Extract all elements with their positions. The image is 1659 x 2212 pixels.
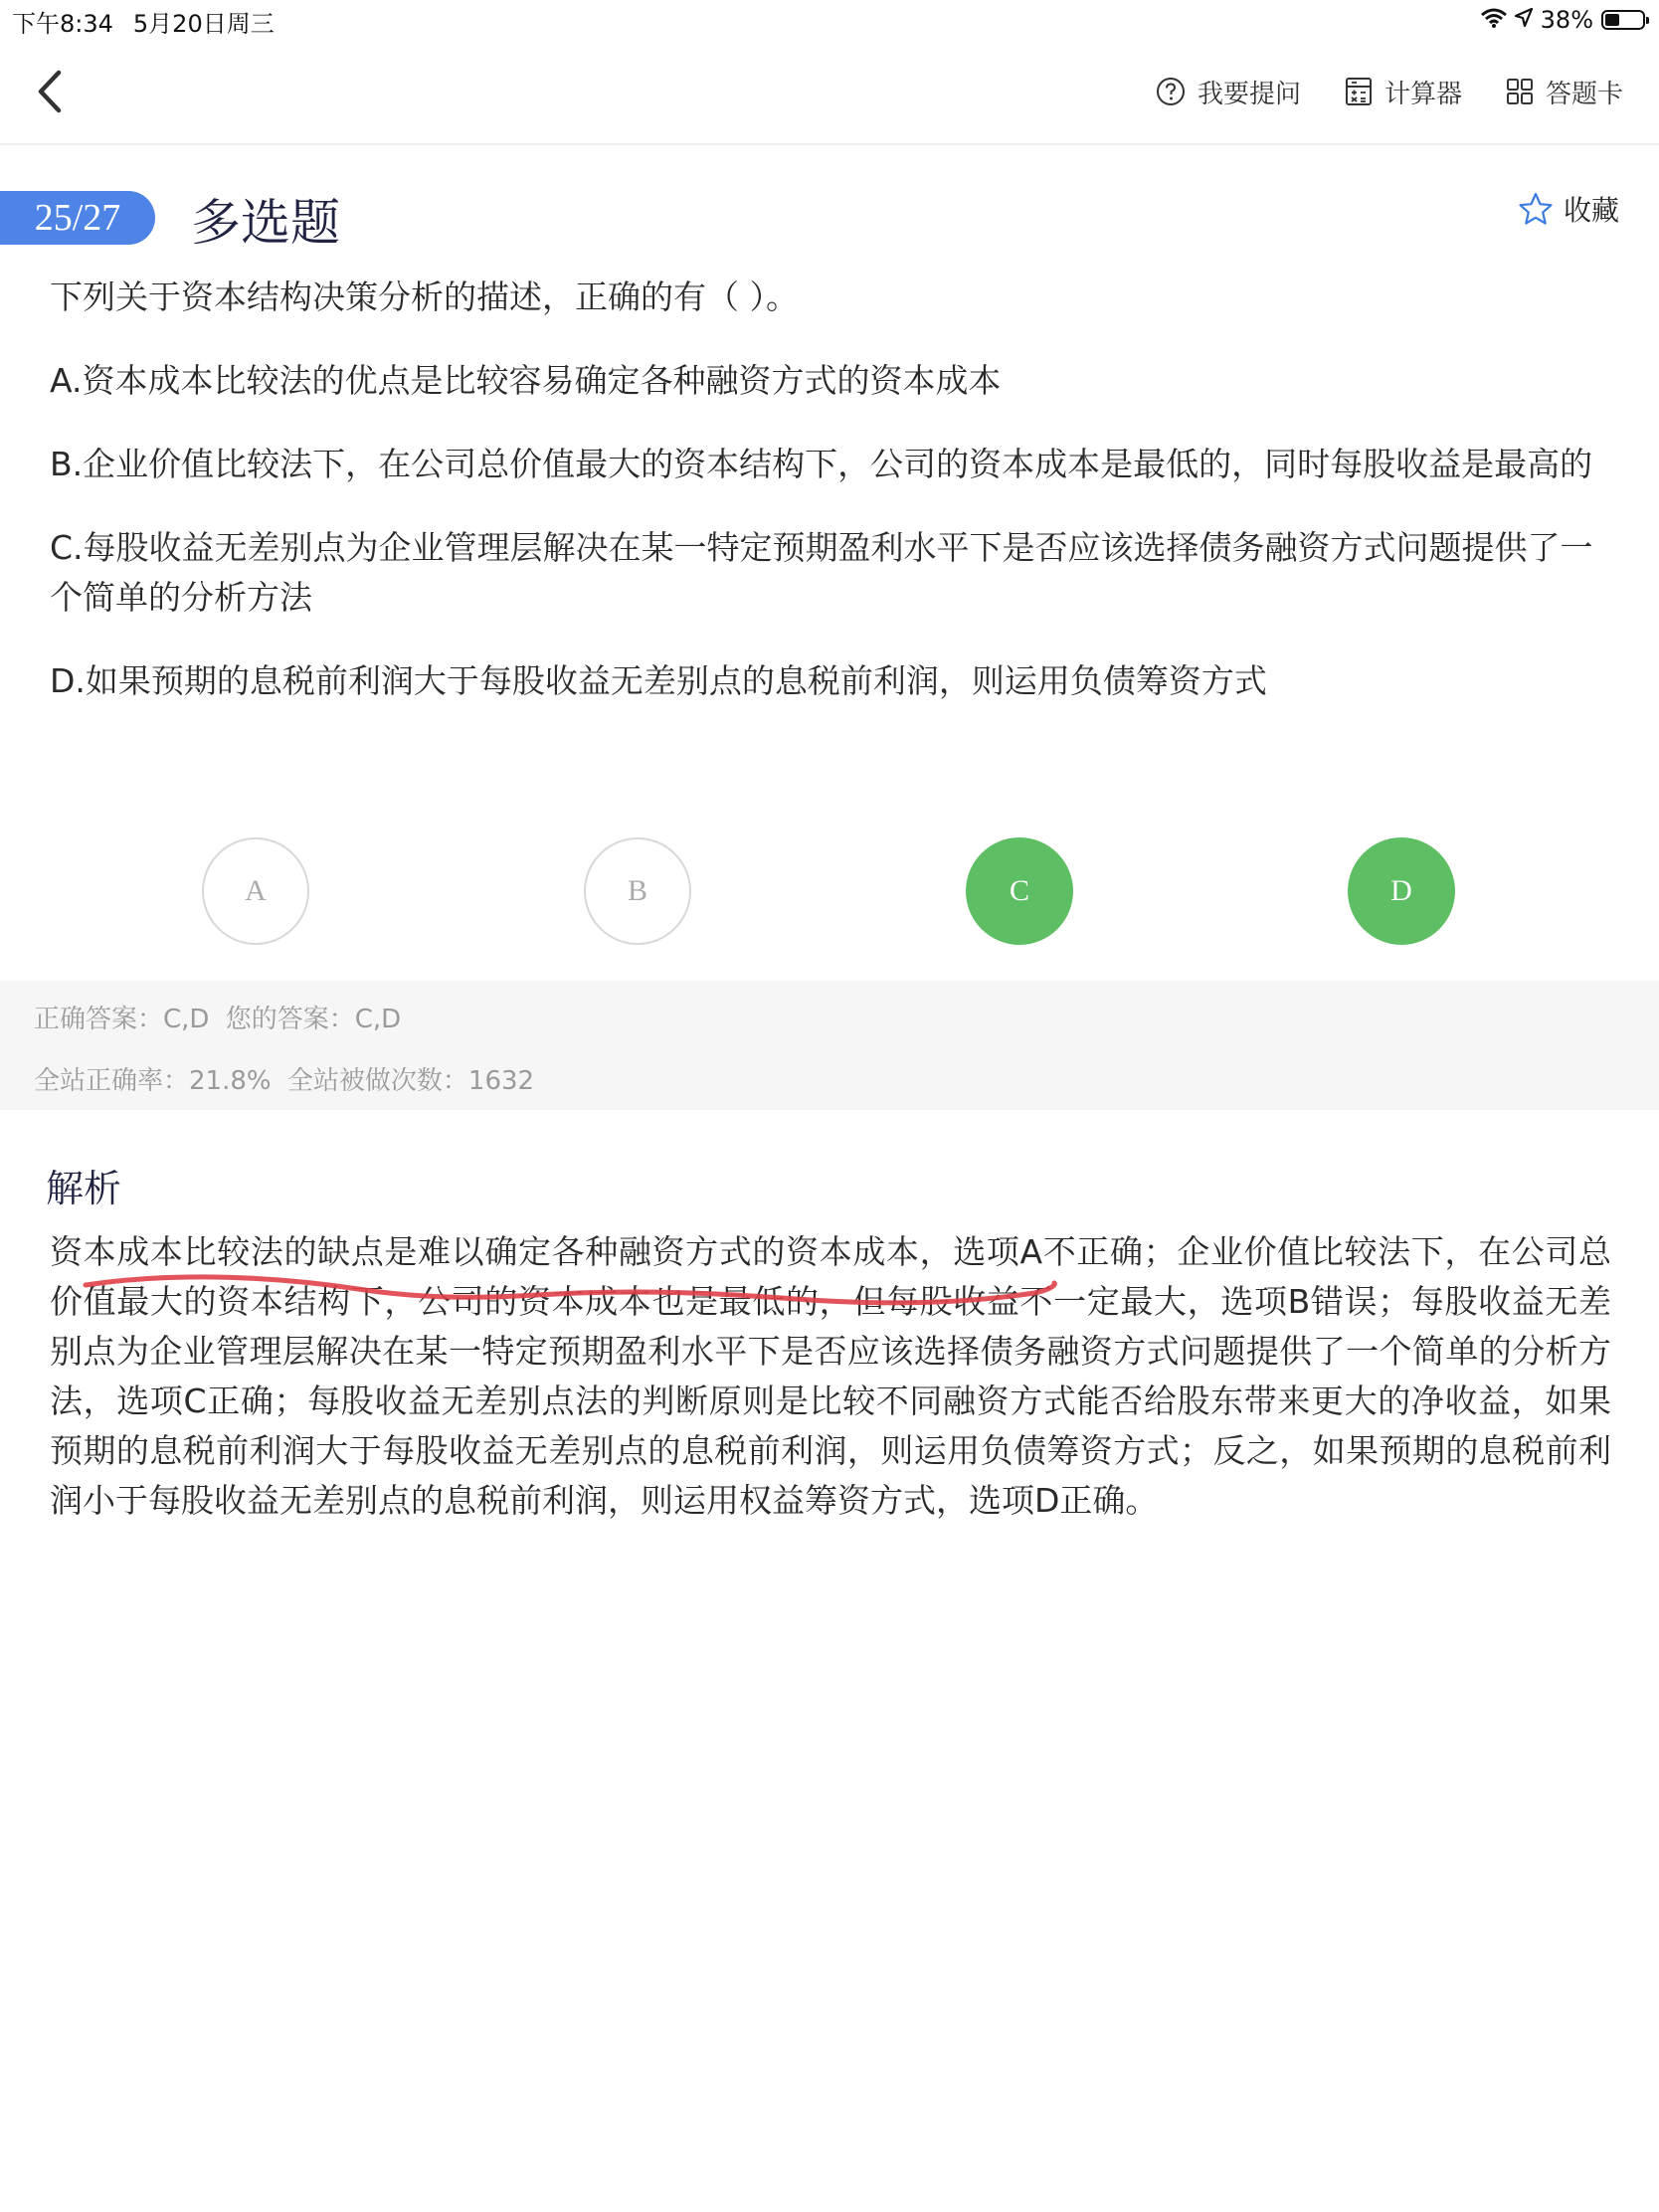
status-date: 5月20日周三 — [132, 10, 275, 38]
answer-result-line — [34, 999, 401, 1035]
accuracy-value: 21.8% — [189, 1066, 272, 1096]
choice-a-button[interactable]: A — [202, 837, 309, 945]
ask-question-button[interactable] — [1156, 74, 1301, 110]
attempts-value: 1632 — [467, 1066, 535, 1096]
option-d-text: D.如果预期的息税前利润大于每股收益无差别点的息税前利润，则运用负债筹资方式 — [50, 661, 1267, 700]
correct-answer-value: C,D — [163, 1005, 210, 1034]
option-c-text: C.每股收益无差别点为企业管理层解决在某一特定预期盈利水平下是否应该选择债务融资方式问题提供了一个简单的分析方法 — [50, 528, 1593, 617]
favorite-button[interactable] — [1518, 189, 1619, 229]
option-b-text: B.企业价值比较法下，在公司总价值最大的资本结构下，公司的资本成本是最低的，同时每股收益是最高的 — [50, 445, 1593, 483]
battery-icon — [1601, 10, 1645, 30]
choice-b-button[interactable]: B — [584, 837, 691, 945]
answer-choices — [0, 837, 1659, 949]
location-icon — [1515, 6, 1533, 34]
choice-d-button[interactable]: D — [1348, 837, 1455, 945]
answer-sheet-label: 答题卡 — [1545, 79, 1623, 109]
battery-percent: 38% — [1540, 6, 1593, 34]
back-button[interactable] — [26, 68, 74, 115]
chevron-left-icon — [35, 70, 65, 113]
analysis-text: 资本成本比较法的缺点是难以确定各种融资方式的资本成本，选项A不正确；企业价值比较法下，在公司总价值最大的资本结构下，公司的资本成本也是最低的，但每股收益不一定最大，选项B错误；每股收益无差别点为企业管理层解决在某一特定预期盈利水平下是否应该选择债务融资方式问题提供了一个简单的分析方法，选项C正确；每股收益无差别点法的判断原则是比较不同融资方式能否给股东带来更大的净收益，如果预期的息税前利润大于每股收益无差别点的息税前利润，则运用负债筹资方式；反之，如果预期的息税前利润小于每股收益无差别点的息税前利润，则运用权益筹资方式，选项D正确。 — [50, 1232, 1611, 1520]
question-progress-badge: 25/27 — [0, 191, 155, 245]
question-type-title: 多选题 — [191, 194, 340, 252]
status-time-date — [12, 4, 275, 39]
correct-answer-label: 正确答案： — [34, 1005, 164, 1034]
choice-c-button[interactable]: C — [966, 837, 1073, 945]
accuracy-label: 全站正确率： — [34, 1066, 190, 1096]
favorite-label: 收藏 — [1563, 194, 1619, 227]
answer-stats — [0, 981, 1659, 1110]
ask-question-label: 我要提问 — [1197, 79, 1301, 109]
question-stem: 下列关于资本结构决策分析的描述，正确的有（ ）。 — [50, 277, 799, 316]
answer-sheet-button[interactable] — [1506, 74, 1623, 110]
analysis-title: 解析 — [46, 1167, 122, 1210]
status-bar — [0, 0, 1659, 40]
site-stats-line — [34, 1060, 534, 1097]
star-icon — [1518, 192, 1554, 226]
nav-bar — [0, 40, 1659, 145]
battery-level — [1605, 14, 1619, 26]
calculator-label: 计算器 — [1383, 79, 1462, 109]
your-answer-label: 您的答案： — [225, 1005, 355, 1034]
nav-actions — [1156, 72, 1623, 111]
calculator-button[interactable] — [1345, 74, 1462, 110]
wifi-icon — [1481, 6, 1507, 34]
status-indicators — [1481, 4, 1645, 36]
grid-icon — [1506, 78, 1534, 105]
question-header — [0, 189, 1659, 252]
status-time: 下午8:34 — [12, 10, 113, 38]
option-a-text: A.资本成本比较法的优点是比较容易确定各种融资方式的资本成本 — [50, 361, 1002, 400]
your-answer-value: C,D — [354, 1005, 402, 1034]
question-circle-icon — [1156, 77, 1186, 106]
question-body — [50, 273, 1611, 740]
calculator-icon — [1345, 77, 1373, 106]
attempts-label: 全站被做次数： — [286, 1066, 468, 1096]
